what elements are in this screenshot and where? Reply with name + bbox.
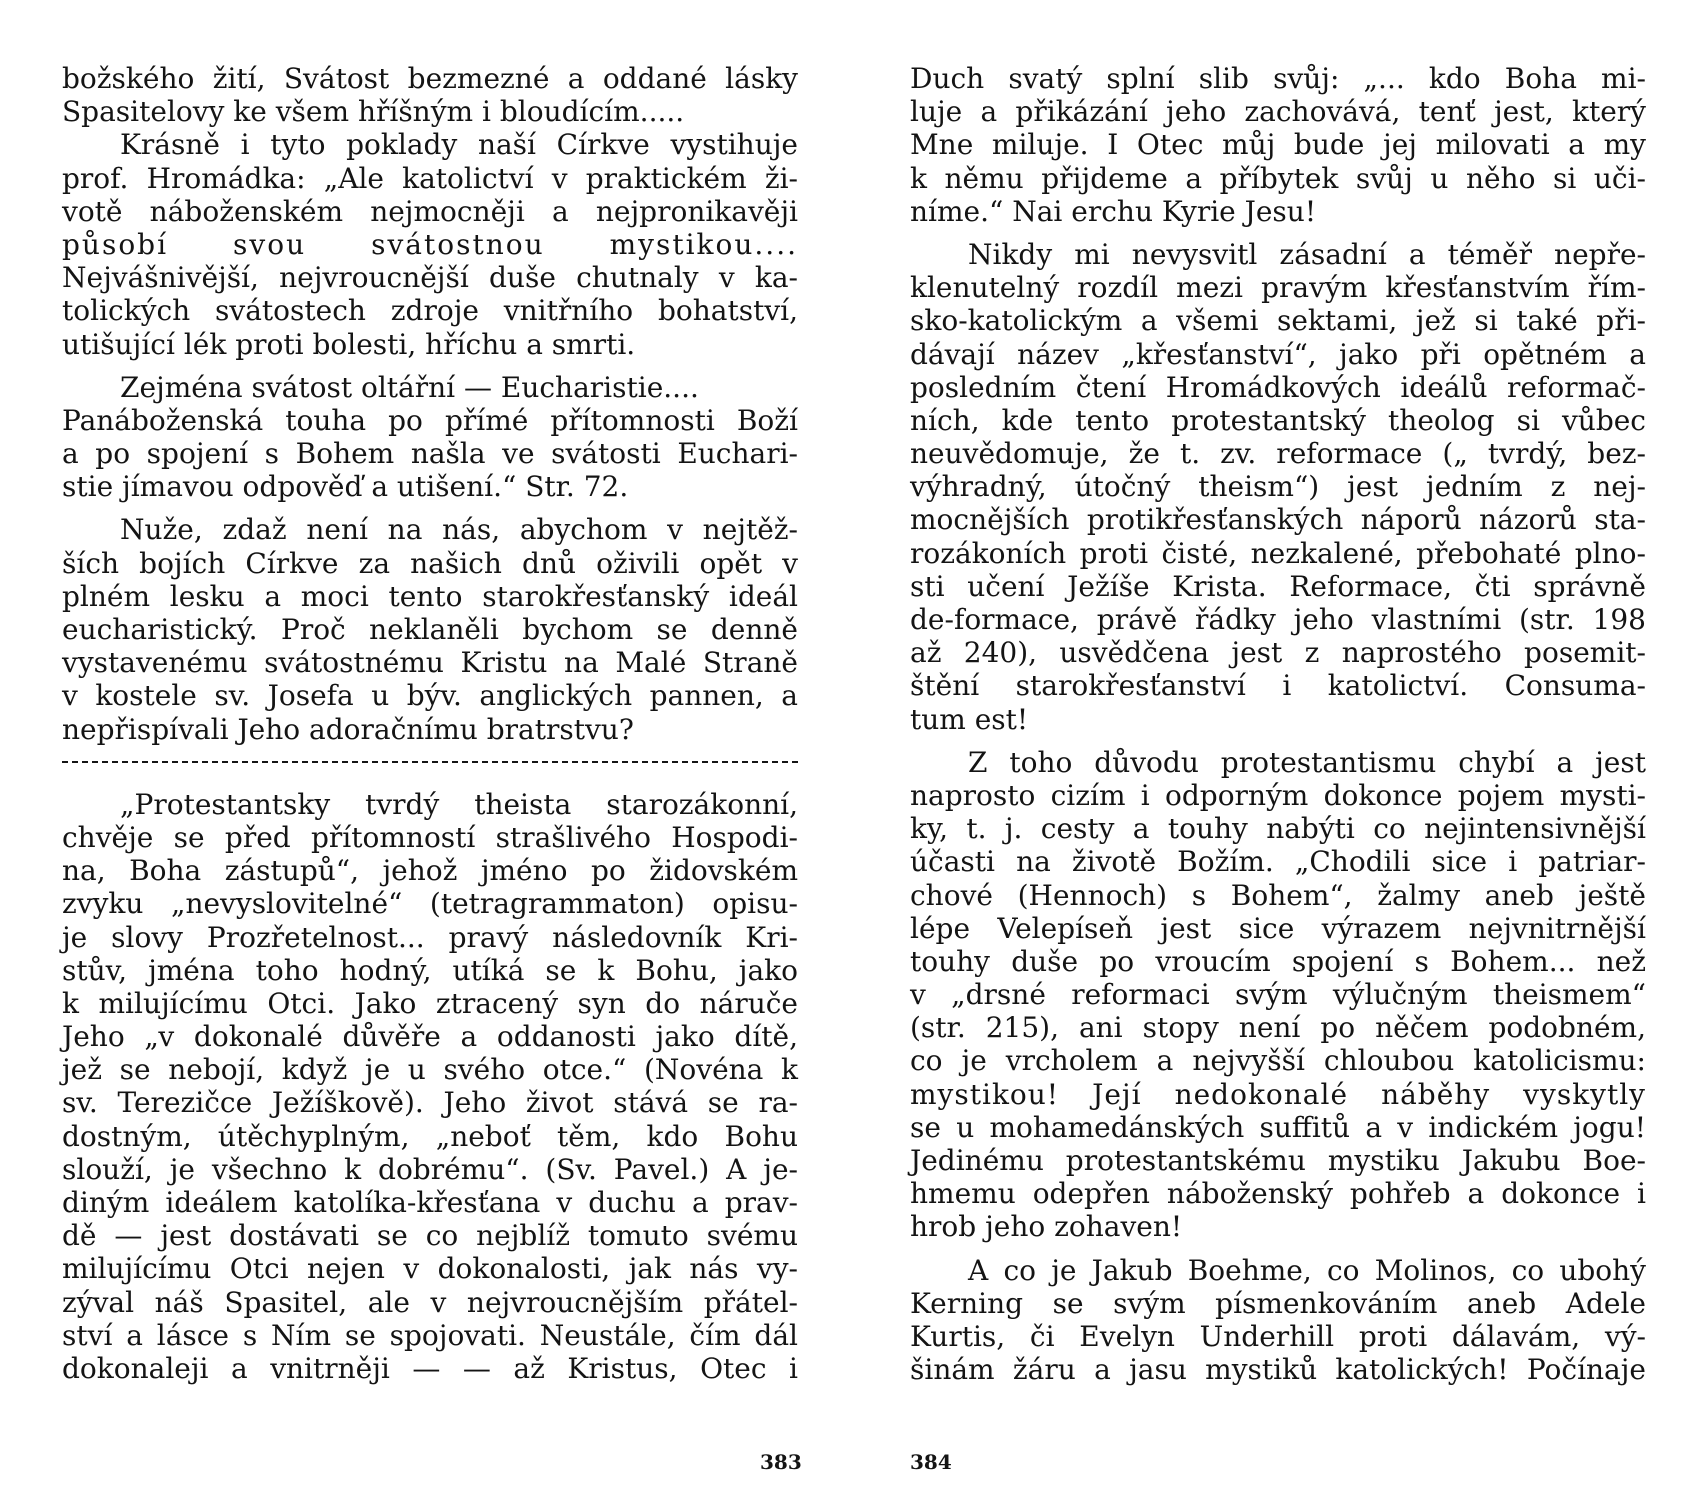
text-line: utišující lék proti bolesti, hříchu a smrti.: [62, 327, 636, 361]
text-line: mystikou! Její nedokonalé náběhy vyskytly: [910, 1077, 1646, 1111]
text-line: hrob jeho zohaven!: [910, 1210, 1183, 1244]
text-line: dě — jest dostávati se co nejblíž tomuto svému: [62, 1219, 798, 1253]
text-line: Spasitelovy ke všem hříšným i bloudícím.....: [62, 95, 685, 129]
text-line: šinám žáru a jasu mystiků katolických! Počínaje: [910, 1353, 1646, 1387]
right-page-text: [910, 62, 1646, 1386]
text-line: dostným, útěchyplným, „neboť těm, kdo Bohu: [62, 1119, 798, 1153]
text-line: lépe Velepíseň jest sice výrazem nejvnitrnější: [910, 911, 1646, 945]
text-line: níme.“ Nai erchu Kyrie Jesu!: [910, 194, 1317, 228]
text-line: Panáboženská touha po přímé přítomnosti Boží: [62, 403, 798, 437]
text-line: dávají název „křesťanství“, jako při opětném a: [910, 337, 1646, 371]
text-line: dokonaleji a vnitrněji — — až Kristus, Otec i: [62, 1351, 798, 1385]
text-line: tolických svátostech zdroje vnitřního bohatství,: [62, 294, 798, 328]
text-line: na, Boha zástupů“, jehož jméno po židovském: [62, 854, 798, 888]
text-line: v „drsné reformaci svým výlučným theismem“: [910, 978, 1646, 1012]
left-page-text: [62, 62, 798, 1385]
text-line: chové (Hennoch) s Bohem“, žalmy aneb ještě: [910, 878, 1646, 912]
text-line: Duch svatý splní slib svůj: „... kdo Boha mi-: [910, 62, 1646, 95]
text-line: k němu přijdeme a příbytek svůj u něho si uči-: [910, 161, 1646, 195]
section-separator: [62, 750, 798, 772]
text-line: „Protestantsky tvrdý theista starozákonní,: [120, 787, 798, 821]
text-line: stův, jména toho hodný, utíká se k Bohu, jako: [62, 953, 798, 987]
text-line: A co je Jakub Boehme, co Molinos, co ubohý: [968, 1253, 1646, 1287]
text-line: luje a přikázání jeho zachovává, tenť jest, který: [910, 95, 1646, 129]
text-line: stie jímavou odpověď a utišení.“ Str. 72.: [62, 470, 629, 504]
text-line: sko-katolickým a všemi sektami, jež si také při-: [910, 304, 1646, 338]
text-line: v kostele sv. Josefa u býv. anglických pannen, a: [62, 679, 798, 713]
text-line: až 240), usvědčena jest z naprostého posemit-: [910, 636, 1646, 670]
text-line: Zejména svátost oltářní — Eucharistie....: [120, 370, 699, 404]
text-line: co je vrcholem a nejvyšší chloubou katolicismu:: [910, 1044, 1646, 1078]
text-line: milujícímu Otci nejen v dokonalosti, jak nás vy-: [62, 1252, 798, 1286]
text-line: rozákoních proti čisté, nezkalené, přebohaté plno-: [910, 536, 1646, 570]
text-line: božského žití, Svátost bezmezné a oddané lásky: [62, 62, 798, 95]
text-line: votě náboženském nejmocněji a nejpronikavěji: [62, 194, 798, 228]
page-number-left: 383: [760, 1450, 802, 1474]
text-line: neuvědomuje, že t. zv. reformace („ tvrdý, bez-: [910, 437, 1646, 471]
text-line: Z toho důvodu protestantismu chybí a jest: [968, 745, 1646, 779]
text-line: účasti na životě Božím. „Chodili sice i patriar-: [910, 845, 1646, 879]
text-line: Kurtis, či Evelyn Underhill proti dálavám, vý-: [910, 1319, 1646, 1353]
text-line: Nuže, zdaž není na nás, abychom v nejtěž-: [120, 513, 798, 547]
text-line: diným ideálem katolíka-křesťana v duchu a prav-: [62, 1186, 798, 1219]
text-line: výhradný, útočný theism“) jest jedním z nej-: [910, 470, 1646, 504]
text-line: mocnějších protikřesťanských náporů názorů sta-: [910, 503, 1646, 537]
text-line: a po spojení s Bohem našla ve svátosti Euchari-: [62, 437, 798, 471]
text-line: Jeho „v dokonalé důvěře a oddanosti jako dítě,: [62, 1020, 798, 1054]
text-line: de-formace, právě řádky jeho vlastními (str. 198: [910, 603, 1646, 636]
text-line: touhy duše po vroucím spojení s Bohem... než: [910, 944, 1646, 978]
text-line: štění starokřesťanství i katolictví. Consuma-: [910, 669, 1646, 703]
text-line: je slovy Prozřetelnost... pravý následovník Kri-: [62, 920, 798, 954]
text-line: chvěje se před přítomností strašlivého Hospodi-: [62, 820, 798, 854]
text-line: Mne miluje. I Otec můj bude jej milovati a my: [910, 128, 1646, 162]
text-line: sv. Terezičce Ježíškově). Jeho život stává se ra-: [62, 1086, 798, 1120]
text-line: Kerning se svým písmenkováním aneb Adele: [910, 1286, 1646, 1320]
text-line: jež se nebojí, když je u svého otce.“ (Novéna k: [62, 1053, 798, 1087]
text-line: hmemu odepřen náboženský pohřeb a dokonce i: [910, 1177, 1646, 1211]
text-line: nepřispívali Jeho adoračnímu bratrstvu?: [62, 712, 634, 746]
text-line: tum est!: [910, 702, 1029, 736]
text-line: ších bojích Církve za našich dnů oživili opět v: [62, 546, 798, 580]
text-line: působí svou svátostnou mystikou....: [62, 227, 798, 261]
text-line: zvyku „nevyslovitelné“ (tetragrammaton) opisu-: [62, 887, 798, 921]
text-line: prof. Hromádka: „Ale katolictví v praktickém ži-: [62, 161, 798, 195]
text-line: ních, kde tento protestantský theolog si vůbec: [910, 403, 1646, 437]
text-line: ky, t. j. cesty a touhy nabýti co nejintensivnější: [910, 812, 1646, 846]
text-line: naprosto cizím i odporným dokonce pojem mysti-: [910, 778, 1646, 812]
text-line: Nejvášnivější, nejvroucnější duše chutnaly v ka-: [62, 261, 798, 295]
page-number-right: 384: [910, 1450, 952, 1474]
text-line: Krásně i tyto poklady naší Církve vystihuje: [120, 128, 798, 162]
text-line: zýval náš Spasitel, ale v nejvroucnějším přátel-: [62, 1285, 798, 1319]
text-line: posledním čtení Hromádkových ideálů reformač-: [910, 370, 1646, 404]
text-line: eucharistický. Proč neklaněli bychom se denně: [62, 613, 798, 646]
text-line: vystavenému svátostnému Kristu na Malé Straně: [62, 646, 798, 680]
text-line: k milujícímu Otci. Jako ztracený syn do náruče: [62, 986, 798, 1020]
text-line: Jedinému protestantskému mystiku Jakubu Boe-: [910, 1144, 1646, 1177]
text-line: ství a lásce s Ním se spojovati. Neustále, čím dál: [62, 1318, 798, 1352]
text-line: (str. 215), ani stopy není po něčem podobném,: [910, 1011, 1646, 1045]
text-line: plném lesku a moci tento starokřesťanský ideál: [62, 579, 798, 613]
text-line: se u mohamedánských suffitů a v indickém jogu!: [910, 1110, 1646, 1144]
text-line: klenutelný rozdíl mezi pravým křesťanstvím řím-: [910, 271, 1646, 305]
text-line: sti učení Ježíše Krista. Reformace, čti správně: [910, 569, 1646, 603]
text-line: Nikdy mi nevysvitl zásadní a téměř nepře-: [968, 237, 1646, 271]
text-line: slouží, je všechno k dobrému“. (Sv. Pavel.) A je-: [62, 1152, 798, 1186]
